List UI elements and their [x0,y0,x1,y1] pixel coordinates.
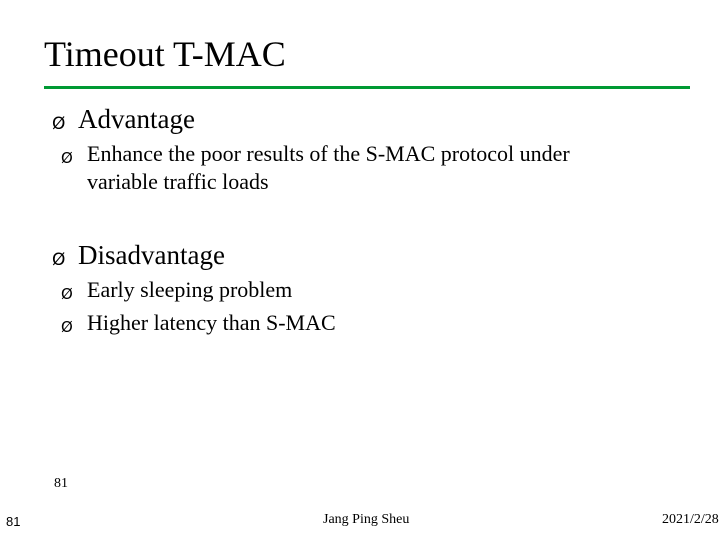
bullet-disadvantage [52,239,225,276]
arrow-bullet-icon: Ø [52,114,66,134]
footer-author: Jang Ping Sheu [323,512,410,527]
footer-date: 2021/2/28 [662,512,719,527]
arrow-bullet-icon: Ø [61,149,73,167]
sub-bullet-line2: variable traffic loads [87,169,269,194]
title-underline [44,86,690,89]
arrow-bullet-icon: Ø [61,318,73,336]
section-heading: Disadvantage [78,240,225,270]
slide-number: 81 [6,514,21,529]
sub-bullet-line1: Enhance the poor results of the S-MAC protocol under [87,141,570,166]
sub-bullet-text [87,140,570,196]
section-heading: Advantage [78,104,195,134]
arrow-bullet-icon: Ø [61,285,73,303]
arrow-bullet-icon: Ø [52,250,66,270]
bullet-advantage [52,103,195,140]
sub-bullet-enhance [61,140,570,196]
page-number: 81 [54,476,68,491]
sub-bullet-higher-latency [61,309,336,341]
sub-bullet-text: Early sleeping problem [87,277,293,302]
sub-bullet-early-sleeping [61,276,292,308]
slide-title: Timeout T-MAC [44,34,286,74]
sub-bullet-text: Higher latency than S-MAC [87,310,336,335]
